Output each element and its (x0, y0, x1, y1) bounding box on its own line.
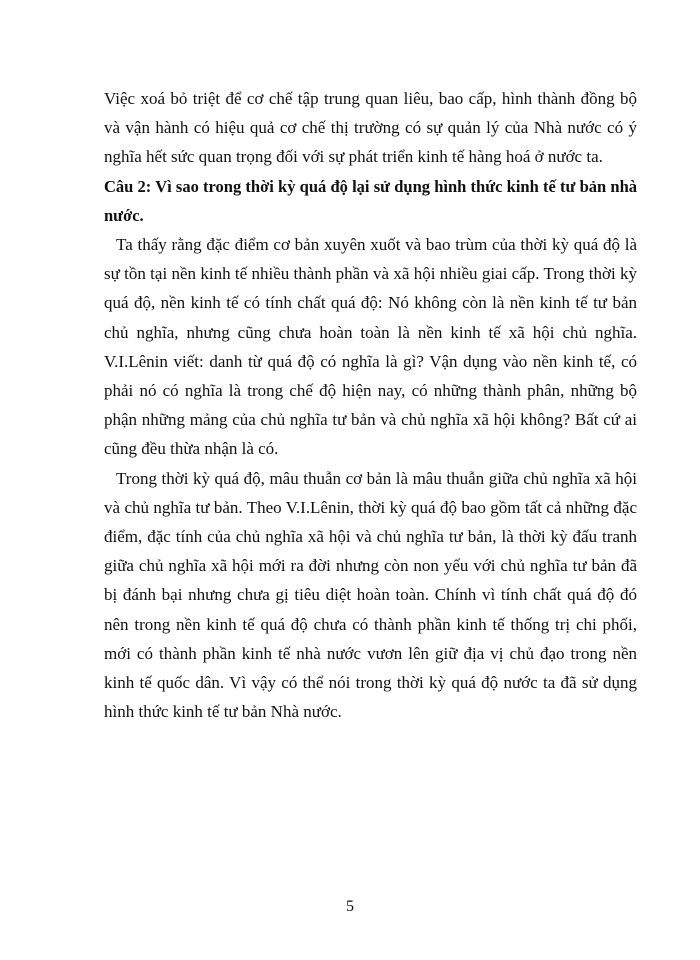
body-paragraph-2: Trong thời kỳ quá độ, mâu thuẫn cơ bản là mâu thuẫn giữa chủ nghĩa xã hội và chủ nghĩa tư bản. Theo V.I.Lênin, thời kỳ quá độ bao gồm tất cả những đặc điểm, đặc tính của chủ nghĩa xã hội và chủ nghĩa tư bản, là thời kỳ đấu tranh giữa chủ nghĩa xã hội mới ra đời nhưng còn non yếu với chủ nghĩa tư bản đã bị đánh bại nhưng chưa gị tiêu diệt hoàn toàn. Chính vì tính chất quá độ đó nên trong nền kinh tế quá độ chưa có thành phần kinh tế thống trị chi phối, mới có thành phần kinh tế nhà nước vươn lên giữ địa vị chủ đạo trong nền kinh tế quốc dân. Vì vậy có thể nói trong thời kỳ quá độ nước ta đã sử dụng hình thức kinh tế tư bản Nhà nước. (104, 468, 637, 722)
document-body (104, 84, 637, 726)
body-paragraph-1: Ta thấy rằng đặc điểm cơ bản xuyên xuốt và bao trùm của thời kỳ quá độ là sự tồn tại nền kinh tế nhiều thành phần và xã hội nhiều giai cấp. Trong thời kỳ quá độ, nền kinh tế có tính chất quá độ: Nó không còn là nền kinh tế tư bản chủ nghĩa, nhưng cũng chưa hoàn toàn là nền kinh tế xã hội chủ nghĩa. V.I.Lênin viết: danh từ quá độ có nghĩa là gì? Vận dụng vào nền kinh tế, có phải nó có nghĩa là trong chế độ hiện nay, có những thành phân, những bộ phận những mảng của chủ nghĩa tư bản và chủ nghĩa xã hội không? Bất cứ ai cũng đều thừa nhận là có. (104, 235, 637, 459)
question-heading: Câu 2: Vì sao trong thời kỳ quá độ lại sử dụng hình thức kinh tế tư bản nhà nước. (104, 176, 637, 225)
page-number: 5 (346, 898, 354, 915)
intro-paragraph: Việc xoá bỏ triệt để cơ chế tập trung quan liêu, bao cấp, hình thành đồng bộ và vận hành có hiệu quả cơ chế thị trường có sự quản lý của Nhà nước có ý nghĩa hết sức quan trọng đối với sự phát triển kinh tế hàng hoá ở nước ta. (104, 89, 637, 167)
